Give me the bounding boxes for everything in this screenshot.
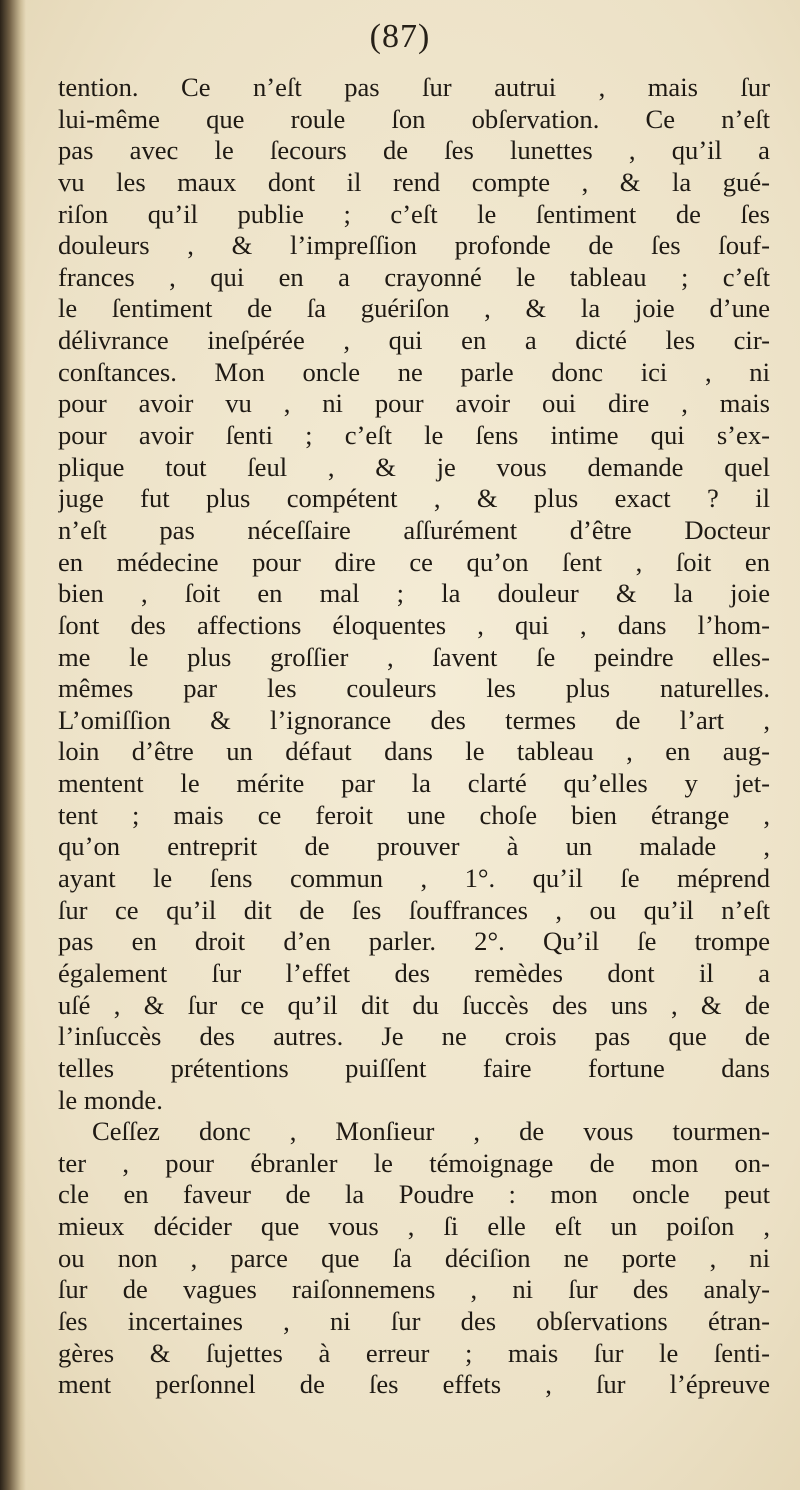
text-line: gères & ſujettes à erreur ; mais ſur le ſenti- [58, 1337, 770, 1368]
text-line: plique tout ſeul , & je vous demande quel [58, 451, 770, 482]
text-line: mêmes par les couleurs les plus naturelles. [58, 673, 770, 704]
text-line: telles prétentions puiſſent faire fortune dans [58, 1052, 770, 1083]
text-line: pour avoir ſenti ; c’eſt le ſens intime qui s’ex- [58, 420, 770, 451]
text-line: juge fut plus compétent , & plus exact ? il [58, 483, 770, 514]
body-text [58, 72, 770, 1401]
text-line: mentent le mérite par la clarté qu’elles y jet- [58, 768, 770, 799]
text-line: ou non , parce que ſa déciſion ne porte , ni [58, 1242, 770, 1273]
binding-shadow [0, 0, 26, 1490]
text-line: riſon qu’il publie ; c’eſt le ſentiment de ſes [58, 198, 770, 229]
text-line: Ceſſez donc , Monſieur , de vous tourmen- [92, 1116, 770, 1147]
text-line: pas en droit d’en parler. 2°. Qu’il ſe trompe [58, 926, 770, 957]
text-line: n’eſt pas néceſſaire aſſurément d’être Docteur [58, 514, 770, 545]
text-line: mieux décider que vous , ſi elle eſt un poiſon , [58, 1211, 770, 1242]
text-line: uſé , & ſur ce qu’il dit du ſuccès des uns , & de [58, 989, 770, 1020]
text-line: ſur de vagues raiſonnemens , ni ſur des analy- [58, 1274, 770, 1305]
page-number: (87) [369, 18, 431, 55]
text-line: bien , ſoit en mal ; la douleur & la joie [58, 578, 770, 609]
text-line: en médecine pour dire ce qu’on ſent , ſoit en [58, 546, 770, 577]
text-line: pas avec le ſecours de ſes lunettes , qu’il a [58, 135, 770, 166]
text-line: ſont des affections éloquentes , qui , dans l’hom- [58, 609, 770, 640]
text-line: délivrance ineſpérée , qui en a dicté les cir- [58, 325, 770, 356]
text-line: douleurs , & l’impreſſion profonde de ſes ſouf- [58, 230, 770, 261]
text-line: ſur ce qu’il dit de ſes ſouffrances , ou qu’il n’eſt [58, 894, 770, 925]
text-line: lui-même que roule ſon obſervation. Ce n’eſt [58, 103, 770, 134]
text-line: le ſentiment de ſa guériſon , & la joie d’une [58, 293, 770, 324]
text-line: ter , pour ébranler le témoignage de mon on- [58, 1147, 770, 1178]
text-line: loin d’être un défaut dans le tableau , en aug- [58, 736, 770, 767]
text-line: tention. Ce n’eſt pas ſur autrui , mais ſur [58, 72, 770, 102]
text-line: ment perſonnel de ſes effets , ſur l’épreuve [58, 1369, 770, 1400]
text-line: me le plus groſſier , ſavent ſe peindre elles- [58, 641, 770, 672]
text-line: l’inſuccès des autres. Je ne crois pas que de [58, 1021, 770, 1052]
text-line: pour avoir vu , ni pour avoir oui dire , mais [58, 388, 770, 419]
text-line: également ſur l’effet des remèdes dont il a [58, 957, 770, 988]
text-line: ſes incertaines , ni ſur des obſervations étran- [58, 1305, 770, 1336]
text-line: ayant le ſens commun , 1°. qu’il ſe méprend [58, 863, 770, 894]
text-line: qu’on entreprit de prouver à un malade , [58, 831, 770, 862]
text-line: le monde. [58, 1084, 163, 1115]
text-line: L’omiſſion & l’ignorance des termes de l’art , [58, 704, 770, 735]
text-line: conſtances. Mon oncle ne parle donc ici , ni [58, 356, 770, 387]
text-line: vu les maux dont il rend compte , & la gué- [58, 166, 770, 197]
text-line: frances , qui en a crayonné le tableau ; c’eſt [58, 261, 770, 292]
text-line: tent ; mais ce feroit une choſe bien étrange , [58, 799, 770, 830]
text-line: cle en faveur de la Poudre : mon oncle peut [58, 1179, 770, 1210]
